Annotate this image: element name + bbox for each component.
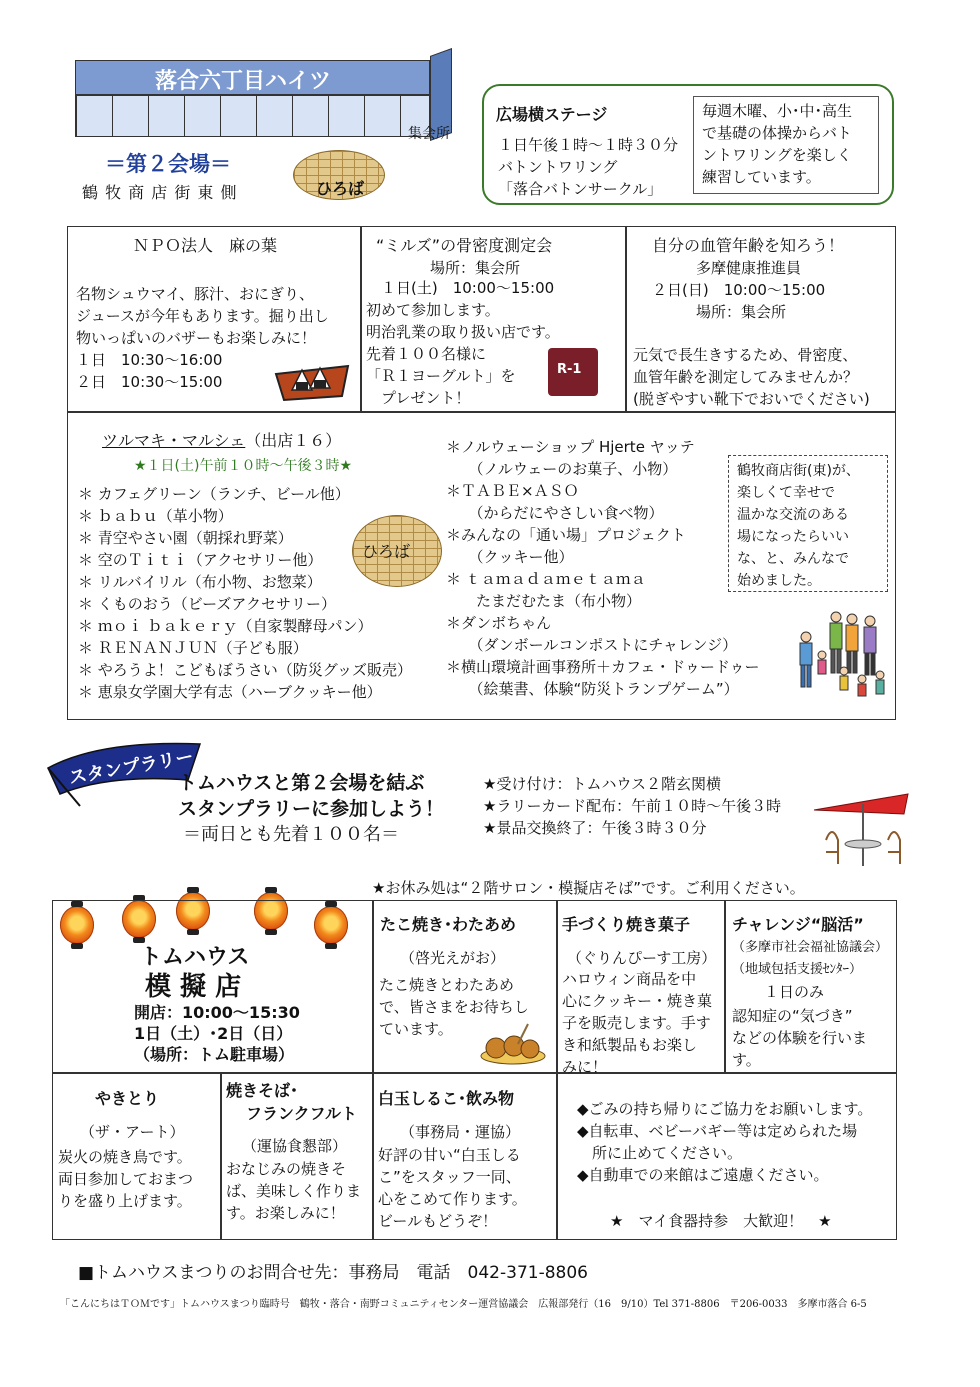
marche-left-list xyxy=(78,483,412,703)
stage-lines xyxy=(498,134,678,200)
marche-shop: ＊ くものおう（ビーズアクセサリー） xyxy=(78,595,336,613)
marche-title-text: ツルマキ・マルシェ xyxy=(102,431,246,450)
vessel-title: 自分の血管年齢を知ろう！ xyxy=(652,236,845,255)
venue2-sub: 鶴 牧 商 店 街 東 側 xyxy=(82,183,238,202)
npo-line: ジュースが今年もあります。掘り出し xyxy=(76,307,329,325)
npo-line: 物いっぱいのバザーもお楽しみに！ xyxy=(76,329,317,347)
marche-right-list xyxy=(446,436,760,700)
stall-title: フランクフルト xyxy=(246,1104,358,1123)
hiroba-label-small: ひろば xyxy=(362,542,411,561)
stall-line: す。お楽しみに！ xyxy=(226,1204,345,1222)
stall-org-lines xyxy=(732,937,888,1003)
vessel-line: (脱ぎやすい靴下でおいでください) xyxy=(633,390,870,408)
stamp-info-line: ★ラリーカード配布：午前１０時～午後３時 xyxy=(483,797,782,815)
rest-note: ★お休み処は“２階サロン・模擬店そば”です。ご利用ください。 xyxy=(372,879,805,897)
stall-org: （事務局・運協） xyxy=(400,1123,521,1141)
npo-line: 名物シュウマイ、豚汁、おにぎり、 xyxy=(76,285,315,303)
tomhouse-place: （場所：トム駐車場） xyxy=(134,1045,295,1064)
tomhouse-name: トムハウス xyxy=(140,945,250,970)
notice-line: ◆自動車での来館はご遠慮ください。 xyxy=(577,1166,829,1184)
vessel-place: 場所：集会所 xyxy=(696,303,787,321)
stage-note xyxy=(702,100,852,188)
stall-org-line: １日のみ xyxy=(764,983,825,1001)
marche-note-line: 温かな交流のある xyxy=(737,507,849,523)
venue2-title: ＝第２会場＝ xyxy=(105,152,231,176)
stamp-info-line: ★受け付け：トムハウス２階玄関横 xyxy=(483,775,721,793)
tomhouse-mogi: 模 擬 店 xyxy=(145,972,242,1002)
marche-shop: （ダンボールコンポストにチャレンジ） xyxy=(446,636,738,654)
stage-note-line: ントワリングを楽しく xyxy=(702,146,852,164)
stall-line: ビールもどうぞ！ xyxy=(378,1212,498,1230)
mils-line: プレゼント！ xyxy=(366,389,471,407)
vessel-date: ２日(日) 10:00～15:00 xyxy=(652,281,826,299)
marche-shop: ＊ 青空やさい園（朝採れ野菜） xyxy=(78,529,293,547)
stall-line: みに！ xyxy=(562,1058,608,1076)
stage-line: １日午後１時～１時３０分 xyxy=(498,136,679,154)
stamp-info-line: ★景品交換終了：午後３時３０分 xyxy=(483,819,707,837)
stamp-flag-text: スタンプラリー xyxy=(67,746,196,789)
npo-title: ＮＰＯ法人 麻の葉 xyxy=(133,236,278,255)
vessel-org: 多摩健康推進員 xyxy=(696,259,802,277)
marche-shop: ＊ダンボちゃん xyxy=(446,614,552,632)
marche-title xyxy=(102,428,341,451)
marche-shop: （絵葉書、体験“防災トランプゲーム”） xyxy=(446,680,739,698)
footer: 「こんにちはＴＯＭです」トムハウスまつり臨時号 鶴牧・落合・南野コミュニティセンター運営協議会 広報部発行（16 9/10）Tel 371-8806 〒206-0033 多摩市落合 6-5 xyxy=(60,1299,867,1310)
people-illustration xyxy=(792,605,892,700)
marche-note xyxy=(737,460,860,592)
marche-shop: ＊横山環境計画事務所＋カフェ・ドゥードゥー xyxy=(446,658,760,676)
stage-note-line: で基礎の体操からバト xyxy=(702,124,852,142)
vessel-desc xyxy=(633,344,870,410)
stage-line: バトントワリング xyxy=(498,158,618,176)
stall-org: （ぐりんぴーす工房） xyxy=(567,949,717,967)
hiroba-label: ひろば xyxy=(316,179,365,198)
building-name: 落合六丁目ハイツ xyxy=(155,69,332,94)
my-dishes: ★ マイ食器持参 大歓迎！ ★ xyxy=(610,1212,832,1230)
stall-line: 心をこめて作ります。 xyxy=(378,1190,527,1208)
contact-line: ■トムハウスまつりのお問合せ先：事務局 電話 042-371-8806 xyxy=(78,1263,588,1283)
stall-line: 好評の甘い“白玉しる xyxy=(378,1146,521,1164)
marche-note-line: 場になったらいい xyxy=(737,529,849,545)
stall-org-line: （多摩市社会福祉協議会） xyxy=(732,940,889,955)
stall-line: 心にクッキー・焼き菓 xyxy=(562,992,713,1010)
stage-title: 広場横ステージ xyxy=(496,105,608,124)
stall-title: たこ焼き･わたあめ xyxy=(380,915,517,934)
marche-shop: ＊ やろうよ！こどもぼうさい（防災グッズ販売） xyxy=(78,661,413,679)
vessel-line: 元気で長生きするため、骨密度、 xyxy=(633,346,858,364)
mils-title: “ミルズ”の骨密度測定会 xyxy=(376,236,553,255)
stall-line: りを盛り上げます。 xyxy=(58,1192,192,1210)
marche-shop: ＊ 空のＴｉｔｉ（アクセサリー他） xyxy=(78,551,323,569)
marche-shop: ＊ ｂａｂｕ（革小物） xyxy=(78,507,233,525)
yogurt-label: R-1 xyxy=(557,362,582,377)
stall-desc xyxy=(732,1005,867,1071)
stamp-headline3: ＝両日とも先着１００名＝ xyxy=(183,824,399,845)
stall-line: 認知症の“気づき” xyxy=(732,1007,853,1025)
mils-line: １日(土) 10:00～15:00 xyxy=(366,279,555,297)
marche-shop: ＊ 恵泉女学園大学有志（ハーブクッキー他） xyxy=(78,683,382,701)
marche-shop: （からだにやさしい食べ物） xyxy=(446,504,664,522)
marche-note-line: 鶴牧商店街(東)が、 xyxy=(737,463,860,479)
stall-org-line: （地域包括支援ｾﾝﾀｰ） xyxy=(732,962,863,977)
marche-shop: たまだむたま（布小物） xyxy=(446,592,642,610)
marche-shop: ＊ ＲＥＮＡＮＪＵＮ（子ども服） xyxy=(78,639,308,657)
marche-shop: ＊ カフェグリーン（ランチ、ビール他） xyxy=(78,485,350,503)
marche-note-line: 楽しくて幸せで xyxy=(737,485,835,501)
parasol-illustration xyxy=(808,788,918,876)
marche-shop: ＊ ｍｏｉ ｂａｋｅｒｙ（自家製酵母パン） xyxy=(78,617,373,635)
stall-line: たこ焼きとわたあめ xyxy=(379,976,515,994)
building-illustration xyxy=(75,60,455,140)
mils-line: 明治乳業の取り扱い店です。 xyxy=(366,323,560,341)
stall-org: （啓光えがお） xyxy=(400,949,506,967)
yogurt-image xyxy=(548,348,598,396)
marche-shop: ＊ リルバイリル（布小物、お惣菜） xyxy=(78,573,322,591)
onigiri-icon xyxy=(272,352,352,402)
tomhouse-hours: 開店：10:00～15:30 xyxy=(134,1003,300,1022)
notice-line: ◆自転車、ベビーバギー等は定められた場 xyxy=(577,1122,858,1140)
building-tag: 集会所 xyxy=(408,126,450,142)
stall-org: （運協食懇部） xyxy=(242,1137,348,1155)
marche-shop: （ノルウェーのお菓子、小物） xyxy=(446,460,678,478)
stall-line: ば、美味しく作りま xyxy=(226,1182,362,1200)
stamp-headline1: トムハウスと第２会場を結ぶ xyxy=(178,772,425,794)
stall-title: チャレンジ“脳活” xyxy=(732,915,864,934)
takoyaki-icon xyxy=(478,1020,548,1066)
stall-line: 両日参加しておまつ xyxy=(58,1170,194,1188)
stall-line: などの体験を行いま xyxy=(732,1029,868,1047)
npo-line: １日 10:30～16:00 xyxy=(76,351,223,369)
mils-lines xyxy=(366,277,560,409)
notices xyxy=(577,1098,872,1186)
stall-desc xyxy=(226,1158,361,1224)
stamp-info xyxy=(483,773,781,839)
npo-line: ２日 10:30～15:00 xyxy=(76,373,223,391)
tomhouse-days: 1日（土）･2日（日） xyxy=(134,1024,293,1043)
stage-note-line: 練習しています。 xyxy=(702,168,821,186)
marche-shop: ＊ノルウェーショップ Hjerte ヤッテ xyxy=(446,438,695,456)
stall-line: き和紙製品もお楽し xyxy=(562,1036,698,1054)
stall-desc xyxy=(562,968,712,1078)
marche-shop: ＊ＴＡＢＥ×ＡＳＯ xyxy=(446,482,579,500)
stall-title: やきとり xyxy=(95,1089,160,1108)
marche-shop: ＊みんなの「通い場」プロジェクト xyxy=(446,526,686,544)
mils-line: 初めて参加します。 xyxy=(366,301,500,319)
stall-line: す。 xyxy=(732,1051,761,1069)
mils-place: 場所：集会所 xyxy=(430,259,521,277)
vessel-line: 血管年齢を測定してみませんか？ xyxy=(633,368,859,386)
stage-note-line: 毎週木曜、小･中･高生 xyxy=(702,102,853,120)
stall-title: 手づくり焼き菓子 xyxy=(562,915,691,934)
stall-line: 子を販売します。手す xyxy=(562,1014,711,1032)
stall-line: ています。 xyxy=(379,1020,453,1038)
marche-shop: （クッキー他） xyxy=(446,548,574,566)
stall-line: ハロウィン商品を中 xyxy=(562,970,697,988)
stall-line: おなじみの焼きそ xyxy=(226,1160,347,1178)
stall-title: 焼きそば･ xyxy=(226,1081,299,1100)
stage-line: 「落合バトンサークル」 xyxy=(498,180,663,198)
stall-line: で、皆さまをお待ちし xyxy=(379,998,529,1016)
marche-shop: ＊ ｔａｍａｄａｍｅｔａｍａ xyxy=(446,570,646,588)
stall-desc xyxy=(378,1144,527,1232)
mils-line: 先着１００名様に xyxy=(366,345,487,363)
marche-note-line: な、と、みんなで xyxy=(737,551,849,567)
marche-title-suffix: （出店１６） xyxy=(245,431,342,450)
marche-note-line: 始めました。 xyxy=(737,573,821,589)
stall-desc xyxy=(58,1146,193,1212)
stall-line: 炭火の焼き鳥です。 xyxy=(58,1148,192,1166)
stall-line: こ”をスタッフ一同、 xyxy=(378,1168,521,1186)
mils-line: 「Ｒ１ヨーグルト」を xyxy=(366,367,516,385)
notice-line: ◆ごみの持ち帰りにご協力をお願いします。 xyxy=(577,1100,873,1118)
notice-line: 所に止めてください。 xyxy=(577,1144,743,1162)
stall-title: 白玉しるこ･飲み物 xyxy=(378,1089,515,1108)
stamp-headline2: スタンプラリーに参加しよう！ xyxy=(178,798,445,820)
stall-org: （ザ・アート） xyxy=(80,1123,185,1141)
marche-date: ★１日(土)午前１０時～午後３時★ xyxy=(134,458,353,474)
